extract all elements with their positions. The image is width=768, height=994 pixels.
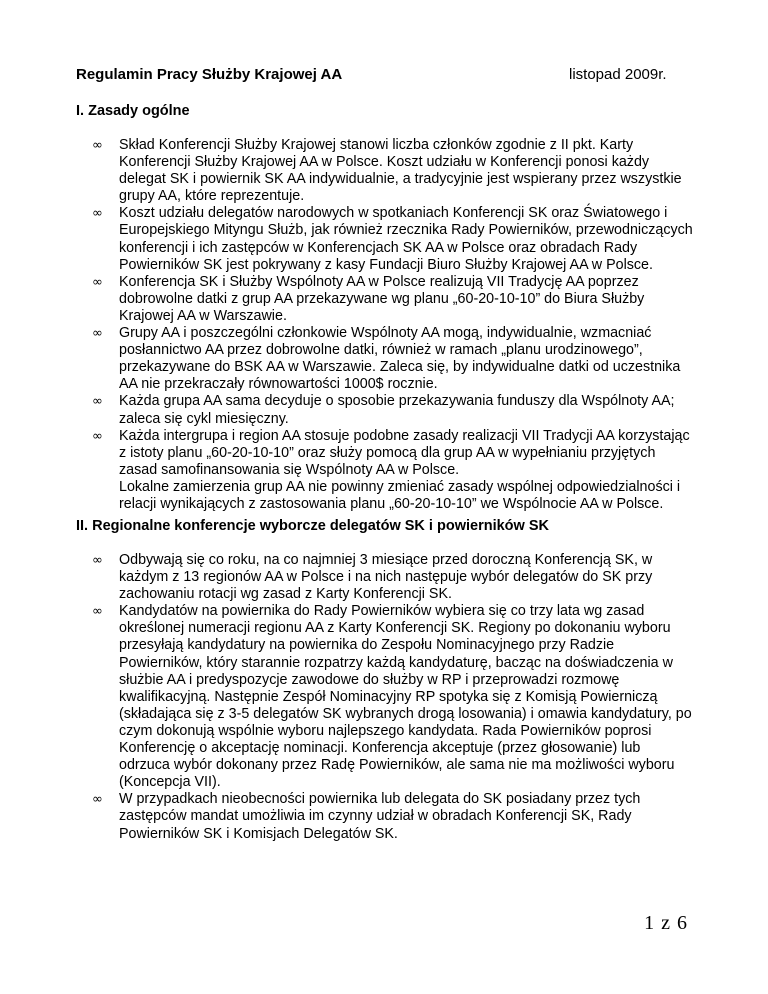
list-item-text: Każda grupa AA sama decyduje o sposobie przekazywania funduszy dla Wspólnoty AA; zaleca się cykl miesięczny. (119, 393, 675, 427)
section-1-heading: I. Zasady ogólne (76, 103, 190, 119)
list-item (0, 137, 694, 205)
document-date: listopad 2009r. (569, 66, 667, 83)
list-item-text: Kandydatów na powiernika do Rady Powierników wybiera się co trzy lata wg zasad określonej numeracji regionu AA z Karty Konferencji SK. Regiony po dokonaniu wyboru przesyłają kandydatury na powiernika do Zespołu Nominacyjnego przy Radzie Powierników, który starannie rozpatrzy każdą kandydaturę, bacząc na doświadczenia w służbie AA i predyspozycje zawodowe do służby w RP i przeprowadzi rozmowę kwalifikacyjną. Następnie Zespół Nominacyjny RP spotyka się z Komisją Powierniczą (składająca się z 3-5 delegatów SK wybranych drogą losowania) i omawia kandydatury, po czym dokonują wspólnie wyboru najlepszego kandydata. Rada Powierników poprosi Konferencję o akceptację nominacji. Konferencja akceptuje (przez głosowanie) lub odrzuca wybór dokonany przez Radę Powierników, ale sama nie ma możliwości wyboru (Koncepcja VII). (119, 603, 692, 791)
bullet-icon: ∞ (92, 206, 103, 222)
list-item (0, 274, 694, 325)
section-1-list (0, 137, 768, 513)
page-number: 1 z 6 (644, 912, 688, 934)
list-item-text: Konferencja SK i Służby Wspólnoty AA w Polsce realizują VII Tradycję AA poprzez dobrowolne datki z grup AA przekazywane wg planu „60-20-10-10” do Biura Służby Krajowej AA w Warszawie. (119, 273, 645, 324)
list-item-text: W przypadkach nieobecności powiernika lub delegata do SK posiadany przez tych zastępców mandat umożliwia im czynny udział w obradach Konferencji SK, Rady Powierników SK i Komisjach Delegatów SK. (119, 791, 641, 842)
list-item (0, 791, 694, 842)
document-title: Regulamin Pracy Służby Krajowej AA (76, 66, 343, 83)
list-item (0, 325, 694, 393)
list-item (0, 603, 694, 791)
bullet-icon: ∞ (92, 792, 103, 808)
bullet-icon: ∞ (92, 553, 103, 568)
bullet-icon: ∞ (92, 138, 103, 153)
list-item (0, 393, 694, 427)
section-2-list (0, 552, 768, 843)
section-2-heading: II. Regionalne konferencje wyborcze delegatów SK i powierników SK (76, 518, 549, 534)
list-item-text: Skład Konferencji Służby Krajowej stanowi liczba członków zgodnie z II pkt. Karty Konferencji Służby Krajowej AA w Polsce. Koszt udziału w Konferencji ponosi każdy delegat SK i powiernik SK AA indywidualnie, a tradycyjnie jest wspierany przez wszystkie grupy AA, które reprezentuje. (119, 137, 682, 205)
list-item (0, 205, 694, 273)
list-item-text: Każda intergrupa i region AA stosuje podobne zasady realizacji VII Tradycji AA korzystając z istoty planu „60-20-10-10” oraz służy pomocą dla grup AA w wypełnianiu przyjętych zasad samofinansowania się Wspólnoty AA w Polsce. (119, 427, 690, 478)
list-item-text: Grupy AA i poszczególni członkowie Wspólnoty AA mogą, indywidualnie, wzmacniać posłannictwo AA przez dobrowolne datki, również w ramach „planu urodzinowego”, przekazywane do BSK AA w Warszawie. Zaleca się, by indywidualne datki od uczestnika AA nie przekraczały równowartości 1000$ rocznie. (119, 325, 681, 393)
bullet-icon: ∞ (92, 274, 103, 290)
list-item (0, 428, 694, 513)
list-item-text: Koszt udziału delegatów narodowych w spotkaniach Konferencji SK oraz Światowego i Europejskiego Mityngu Służb, jak również rzecznika Rady Powierników, przewodniczących konferencji i ich zastępców w Konferencjach SK AA w Polsce oraz obradach Rady Powierników SK jest pokrywany z kasy Fundacji Biuro Służby Krajowej AA w Polsce. (119, 205, 693, 273)
list-item-text: Odbywają się co roku, na co najmniej 3 miesiące przed doroczną Konferencją SK, w każdym z 13 regionów AA w Polsce i na nich następuje wybór delegatów do SK przy zachowaniu rotacji wg zasad z Karty Konferencji SK. (119, 552, 653, 603)
list-item (0, 552, 694, 603)
bullet-icon: ∞ (92, 394, 103, 410)
bullet-icon: ∞ (92, 604, 103, 620)
list-item-extra-text: Lokalne zamierzenia grup AA nie powinny zmieniać zasady wspólnej odpowiedzialności i relacji wynikających z zastosowania planu „60-20-10-10” we Wspólnocie AA w Polsce. (119, 478, 681, 512)
bullet-icon: ∞ (92, 428, 103, 444)
bullet-icon: ∞ (92, 326, 103, 342)
